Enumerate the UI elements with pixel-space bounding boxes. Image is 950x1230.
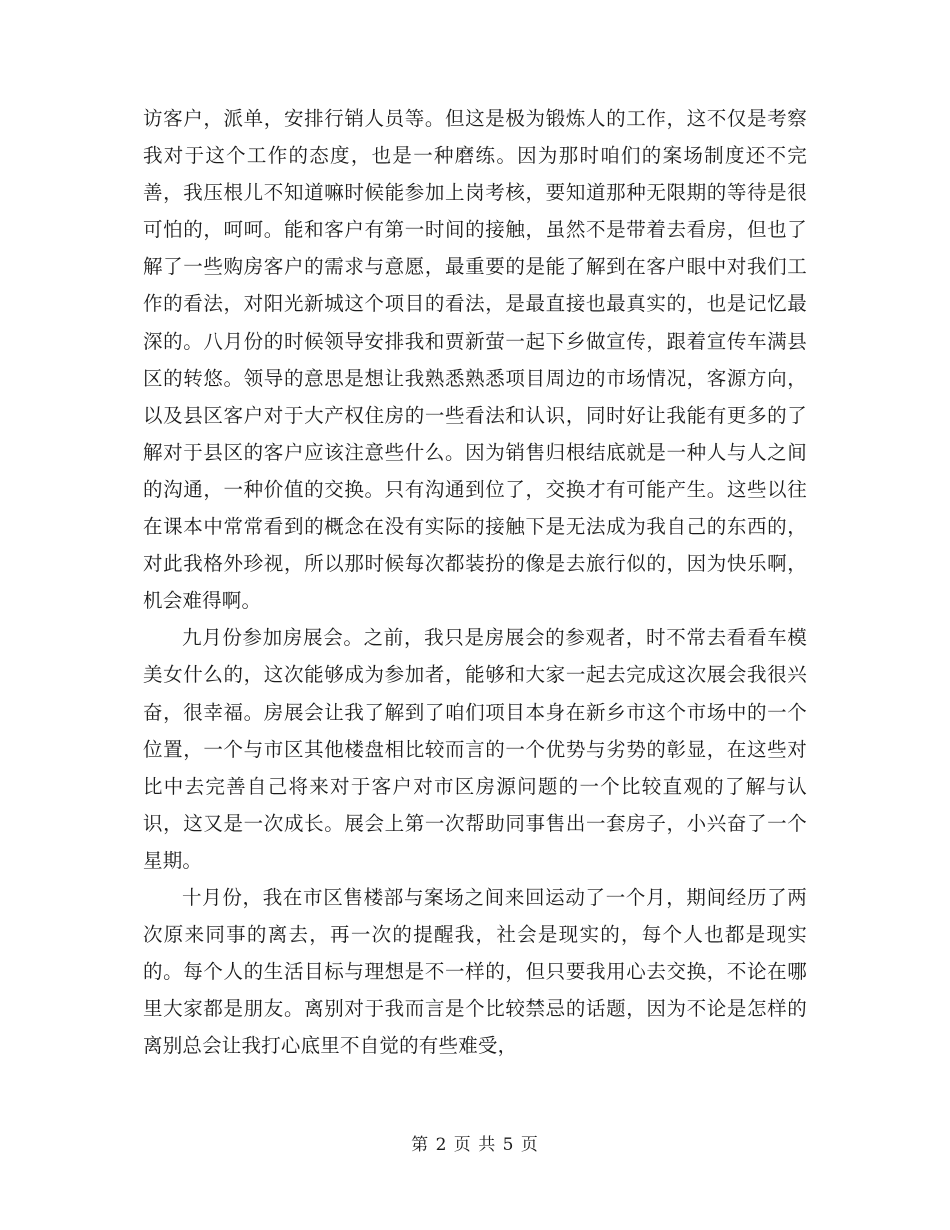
paragraph-1: 访客户，派单，安排行销人员等。但这是极为锻炼人的工作，这不仅是考察我对于这个工作的态度，也是一种磨练。因为那时咱们的案场制度还不完善，我压根儿不知道嘛时候能参加上岗考核，要知道那种无限期的等待是很可怕的，呵呵。能和客户有第一时间的接触，虽然不是带着去看房，但也了解了一些购房客户的需求与意愿，最重要的是能了解到在客户眼中对我们工作的看法，对阳光新城这个项目的看法，是最直接也最真实的，也是记忆最深的。八月份的时候领导安排我和贾新萤一起下乡做宣传，跟着宣传车满县区的转悠。领导的意思是想让我熟悉熟悉项目周边的市场情况，客源方向，以及县区客户对于大产权住房的一些看法和认识，同时好让我能有更多的了解对于县区的客户应该注意些什么。因为销售归根结底就是一种人与人之间的沟通，一种价值的交换。只有沟通到位了，交换才有可能产生。这些以往在课本中常常看到的概念在没有实际的接触下是无法成为我自己的东西的，对此我格外珍视，所以那时候每次都装扮的像是去旅行似的，因为快乐啊，机会难得啊。	[143, 107, 807, 613]
paragraph-3: 十月份，我在市区售楼部与案场之间来回运动了一个月，期间经历了两次原来同事的离去，再一次的提醒我，社会是现实的，每个人也都是现实的。每个人的生活目标与理想是不一样的，但只要我用心去交换，不论在哪里大家都是朋友。离别对于我而言是个比较禁忌的话题，因为不论是怎样的离别总会让我打心底里不自觉的有些难受，	[143, 885, 807, 1058]
page-number: 第 2 页 共 5 页	[411, 1135, 539, 1155]
document-body	[143, 100, 807, 1064]
paragraph-2: 九月份参加房展会。之前，我只是房展会的参观者，时不常去看看车模美女什么的，这次能够成为参加者，能够和大家一起去完成这次展会我很兴奋，很幸福。房展会让我了解到了咱们项目本身在新乡市这个市场中的一个位置，一个与市区其他楼盘相比较而言的一个优势与劣势的彰显，在这些对比中去完善自己将来对于客户对市区房源问题的一个比较直观的了解与认识，这又是一次成长。展会上第一次帮助同事售出一套房子，小兴奋了一个星期。	[143, 626, 807, 872]
